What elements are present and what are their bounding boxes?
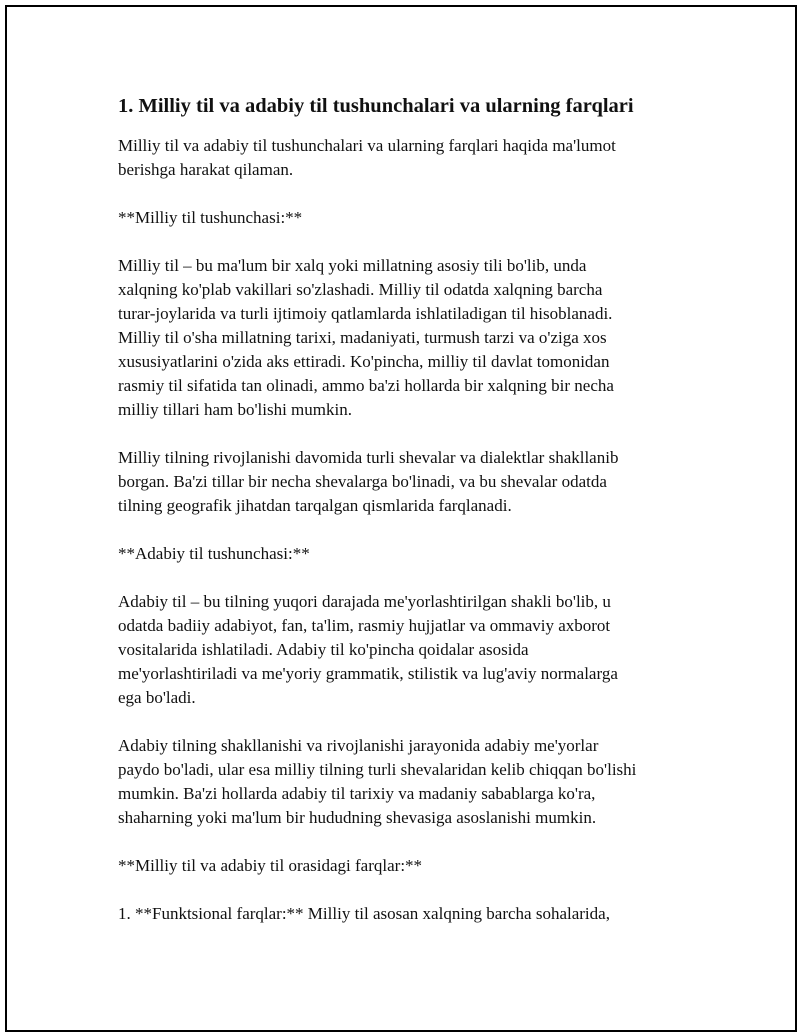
text-line: **Milliy til va adabiy til orasidagi farqlar:** <box>118 856 423 875</box>
document-title: 1. Milliy til va adabiy til tushunchalari va ularning farqlari <box>118 95 634 117</box>
paragraph-adabiy-til-definition <box>118 590 678 710</box>
section-heading-milliy-til <box>118 206 678 230</box>
text-line: xalqning ko'plab vakillari so'zlashadi. Milliy til odatda xalqning barcha <box>118 280 603 299</box>
text-line: paydo bo'ladi, ular esa milliy tilning turli shevalaridan kelib chiqqan bo'lishi <box>118 760 637 779</box>
text-line: berishga harakat qilaman. <box>118 160 294 179</box>
text-line: ega bo'ladi. <box>118 688 196 707</box>
text-line: borgan. Ba'zi tillar bir necha shevalarga bo'linadi, va bu shevalar odatda <box>118 472 607 491</box>
text-line: turar-joylarida va turli ijtimoiy qatlamlarda ishlatiladigan til hisoblanadi. <box>118 304 613 323</box>
text-line: tilning geografik jihatdan tarqalgan qismlarida farqlanadi. <box>118 496 512 515</box>
paragraph-milliy-til-definition <box>118 254 678 422</box>
paragraph-adabiy-til-development <box>118 734 678 830</box>
section-heading-adabiy-til <box>118 542 678 566</box>
text-line: **Milliy til tushunchasi:** <box>118 208 303 227</box>
paragraph-milliy-til-development <box>118 446 678 518</box>
text-line: vositalarida ishlatiladi. Adabiy til ko'pincha qoidalar asosida <box>118 640 529 659</box>
text-line: Milliy til va adabiy til tushunchalari va ularning farqlari haqida ma'lumot <box>118 136 616 155</box>
text-line: Milliy tilning rivojlanishi davomida turli shevalar va dialektlar shakllanib <box>118 448 619 467</box>
document-body <box>118 92 678 950</box>
text-line: Adabiy tilning shakllanishi va rivojlanishi jarayonida adabiy me'yorlar <box>118 736 599 755</box>
section-heading-differences <box>118 854 678 878</box>
text-line: Milliy til – bu ma'lum bir xalq yoki millatning asosiy tili bo'lib, unda <box>118 256 587 275</box>
list-item-functional-differences <box>118 902 678 926</box>
paragraph-intro <box>118 134 678 182</box>
text-line: 1. **Funktsional farqlar:** Milliy til asosan xalqning barcha sohalarida, <box>118 904 610 923</box>
text-line: mumkin. Ba'zi hollarda adabiy til tarixiy va madaniy sabablarga ko'ra, <box>118 784 596 803</box>
text-line: Adabiy til – bu tilning yuqori darajada me'yorlashtirilgan shakli bo'lib, u <box>118 592 611 611</box>
text-line: **Adabiy til tushunchasi:** <box>118 544 310 563</box>
text-line: rasmiy til sifatida tan olinadi, ammo ba'zi hollarda bir xalqning bir necha <box>118 376 614 395</box>
text-line: milliy tillari ham bo'lishi mumkin. <box>118 400 352 419</box>
text-line: shaharning yoki ma'lum bir hududning shevasiga asoslanishi mumkin. <box>118 808 597 827</box>
text-line: me'yorlashtiriladi va me'yoriy grammatik, stilistik va lug'aviy normalarga <box>118 664 618 683</box>
text-line: xususiyatlarini o'zida aks ettiradi. Ko'pincha, milliy til davlat tomonidan <box>118 352 610 371</box>
text-line: odatda badiiy adabiyot, fan, ta'lim, rasmiy hujjatlar va ommaviy axborot <box>118 616 611 635</box>
text-line: Milliy til o'sha millatning tarixi, madaniyati, turmush tarzi va o'ziga xos <box>118 328 607 347</box>
